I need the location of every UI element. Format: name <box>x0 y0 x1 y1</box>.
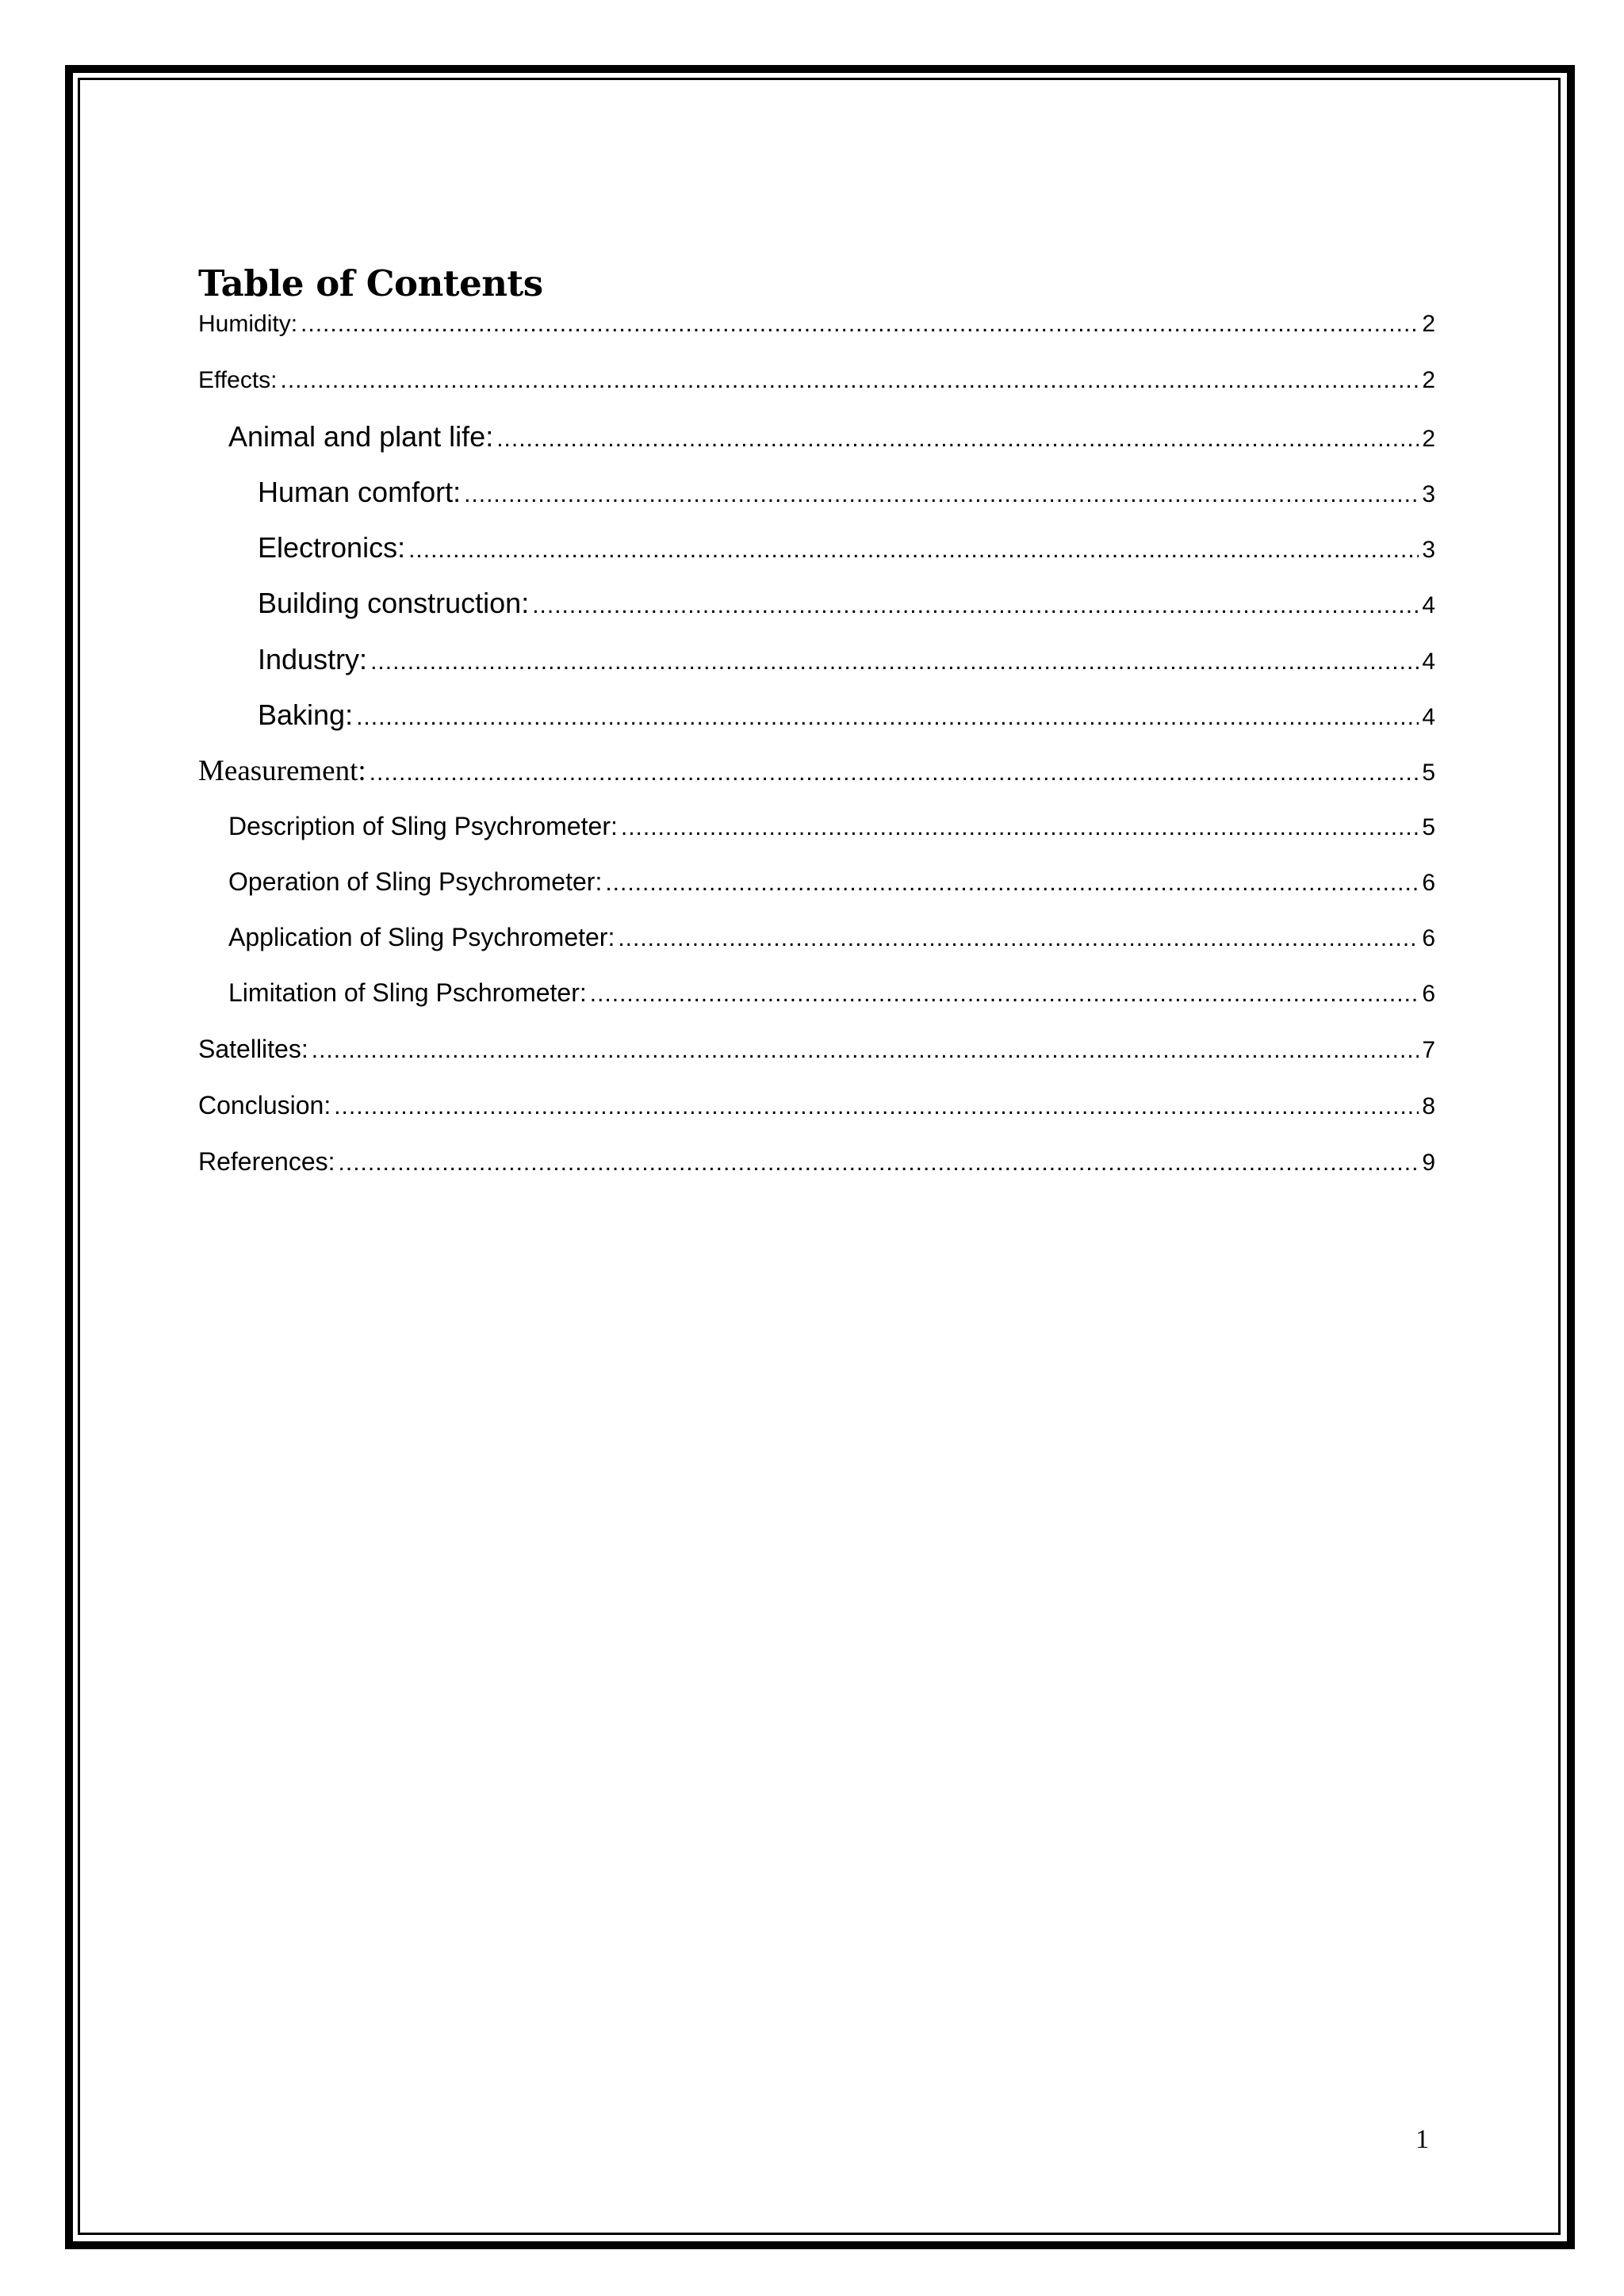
toc-entry-page: 2 <box>1422 367 1435 393</box>
toc-leader <box>370 649 1419 675</box>
toc-entry-label: Description of Sling Psychrometer: <box>228 812 618 840</box>
toc-entry-building-construction[interactable] <box>258 587 1435 620</box>
toc-entry-label: References: <box>198 1147 335 1176</box>
toc-entry-page: 6 <box>1422 870 1435 896</box>
toc-leader <box>605 870 1419 897</box>
toc-leader <box>464 481 1419 508</box>
toc-entry-page: 5 <box>1422 760 1435 786</box>
toc-entry-effects[interactable] <box>198 367 1435 394</box>
toc-entry-label: Humidity: <box>198 311 298 337</box>
toc-entry-description-sling[interactable] <box>228 812 1435 841</box>
toc-entry-animal-plant-life[interactable] <box>228 420 1435 453</box>
toc-entry-page: 9 <box>1422 1150 1435 1176</box>
toc-entry-label: Building construction: <box>258 587 530 619</box>
toc-leader <box>618 925 1419 952</box>
toc-entry-page: 7 <box>1422 1037 1435 1063</box>
toc-entry-page: 6 <box>1422 981 1435 1007</box>
toc-entry-label: Human comfort: <box>258 476 462 508</box>
toc-entry-label: Electronics: <box>258 531 406 564</box>
toc-entry-page: 5 <box>1422 814 1435 840</box>
toc-entry-page: 4 <box>1422 649 1435 675</box>
toc-title: Table of Contents <box>198 262 543 304</box>
toc-entry-page: 2 <box>1422 311 1435 337</box>
toc-entry-label: Limitation of Sling Pschrometer: <box>228 978 587 1007</box>
toc-leader <box>496 426 1419 453</box>
toc-entry-references[interactable] <box>198 1147 1435 1177</box>
toc-entry-electronics[interactable] <box>258 531 1435 564</box>
toc-entry-label: Satellites: <box>198 1035 308 1063</box>
toc-leader <box>621 814 1419 841</box>
toc-leader <box>532 592 1419 619</box>
toc-entry-humidity[interactable] <box>198 311 1435 338</box>
toc-leader <box>356 704 1419 731</box>
toc-entry-page: 8 <box>1422 1093 1435 1119</box>
toc-entry-label: Operation of Sling Psychrometer: <box>228 867 603 896</box>
toc-leader <box>590 981 1419 1008</box>
toc-leader <box>301 311 1419 338</box>
toc-leader <box>334 1093 1419 1120</box>
toc-entry-label: Application of Sling Psychrometer: <box>228 923 615 951</box>
toc-entry-satellites[interactable] <box>198 1035 1435 1064</box>
toc-entry-page: 3 <box>1422 481 1435 507</box>
toc-entry-page: 4 <box>1422 592 1435 618</box>
toc-entry-page: 3 <box>1422 537 1435 563</box>
toc-entry-operation-sling[interactable] <box>228 867 1435 897</box>
toc-entry-page: 2 <box>1422 426 1435 452</box>
toc-entry-label: Animal and plant life: <box>228 420 494 453</box>
toc-entry-limitation-sling[interactable] <box>228 978 1435 1008</box>
toc-entry-page: 6 <box>1422 925 1435 951</box>
toc-entry-label: Measurement: <box>198 755 366 787</box>
toc-leader <box>281 367 1419 394</box>
toc-entry-measurement[interactable] <box>198 754 1435 788</box>
toc-entry-page: 4 <box>1422 704 1435 730</box>
toc-entry-label: Conclusion: <box>198 1091 331 1119</box>
table-of-contents <box>198 262 1435 1176</box>
toc-entry-label: Industry: <box>258 643 368 675</box>
toc-entry-human-comfort[interactable] <box>258 476 1435 509</box>
toc-entry-industry[interactable] <box>258 643 1435 676</box>
toc-leader <box>312 1037 1419 1064</box>
toc-leader <box>370 760 1419 786</box>
toc-leader <box>339 1150 1419 1177</box>
toc-entry-label: Effects: <box>198 367 278 393</box>
toc-entry-application-sling[interactable] <box>228 923 1435 952</box>
page-number: 1 <box>1415 2125 1429 2154</box>
toc-entry-label: Baking: <box>258 698 354 731</box>
toc-entry-conclusion[interactable] <box>198 1091 1435 1120</box>
toc-leader <box>408 537 1419 564</box>
toc-entry-baking[interactable] <box>258 698 1435 732</box>
